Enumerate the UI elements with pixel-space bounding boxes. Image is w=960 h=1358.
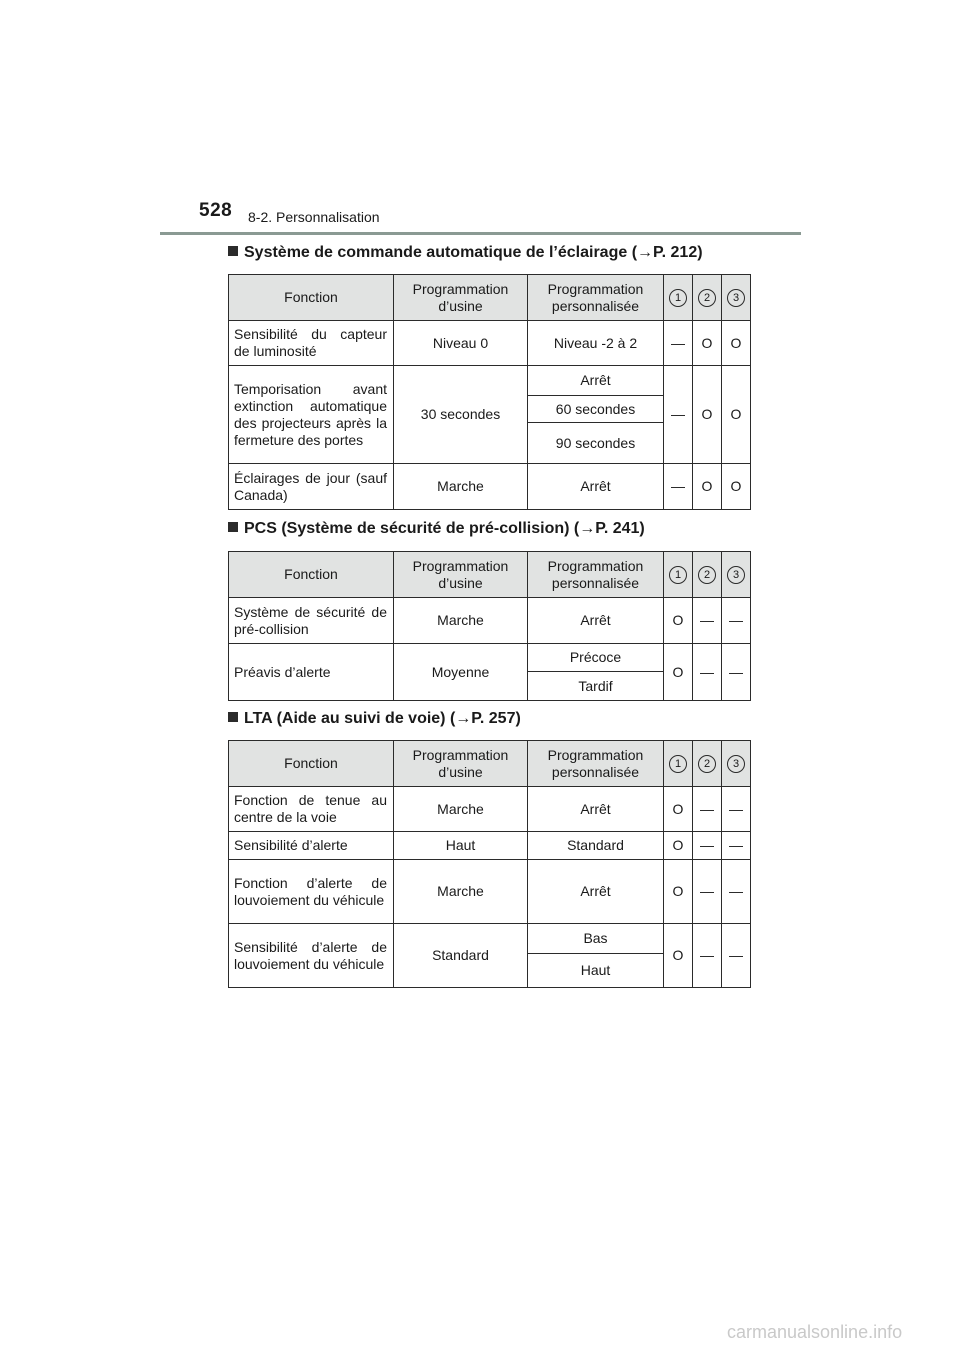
fonction-cell: Sensibilité du capteur de luminosité: [229, 321, 394, 366]
header-custom-setting: Programmation personnalisée: [528, 552, 664, 598]
col3-cell: O: [722, 321, 751, 366]
col2-cell: —: [693, 598, 722, 644]
col1-cell: —: [664, 321, 693, 366]
header-rule: [160, 232, 801, 235]
col2-cell: O: [693, 464, 722, 510]
factory-cell: Niveau 0: [394, 321, 528, 366]
circled-2-icon: 2: [698, 289, 716, 307]
col3-cell: —: [722, 644, 751, 701]
header-fonction: Fonction: [229, 275, 394, 321]
factory-cell: Marche: [394, 598, 528, 644]
circled-2-icon: 2: [698, 755, 716, 773]
lighting-table: [228, 274, 751, 510]
col3-cell: O: [722, 464, 751, 510]
col1-cell: O: [664, 860, 693, 924]
col1-cell: O: [664, 924, 693, 988]
col1-cell: —: [664, 366, 693, 464]
col2-cell: O: [693, 366, 722, 464]
circled-3-icon: 3: [727, 289, 745, 307]
table-row: [229, 464, 751, 510]
factory-cell: Marche: [394, 787, 528, 832]
table-row: [229, 321, 751, 366]
fonction-cell: Sensibilité d’alerte de louvoiement du véhicule: [229, 924, 394, 988]
circled-3-icon: 3: [727, 755, 745, 773]
header-fonction: Fonction: [229, 741, 394, 787]
header-fonction: Fonction: [229, 552, 394, 598]
col2-cell: —: [693, 787, 722, 832]
fonction-cell: Système de sécurité de pré-collision: [229, 598, 394, 644]
col1-cell: O: [664, 832, 693, 860]
header-col-1: [664, 275, 693, 321]
col3-cell: O: [722, 366, 751, 464]
custom-cell: Arrêt: [528, 464, 664, 510]
table-row: [229, 924, 751, 954]
col1-cell: O: [664, 787, 693, 832]
factory-cell: Haut: [394, 832, 528, 860]
factory-cell: Standard: [394, 924, 528, 988]
header-col-1: [664, 552, 693, 598]
custom-cell: Précoce: [528, 644, 664, 672]
custom-cell: Niveau -2 à 2: [528, 321, 664, 366]
custom-cell: Arrêt: [528, 860, 664, 924]
page-number: 528: [199, 200, 233, 221]
custom-cell: Bas: [528, 924, 664, 954]
square-bullet-icon: [228, 522, 238, 532]
factory-cell: Marche: [394, 860, 528, 924]
header-col-3: [722, 741, 751, 787]
lta-table: [228, 740, 751, 988]
section-title-text: Système de commande automatique de l’éclairage (→P. 212): [244, 244, 703, 261]
header-col-3: [722, 275, 751, 321]
table-row: [229, 598, 751, 644]
col1-cell: O: [664, 644, 693, 701]
factory-cell: Moyenne: [394, 644, 528, 701]
custom-cell: Tardif: [528, 672, 664, 701]
custom-cell: Arrêt: [528, 366, 664, 396]
header-col-2: [693, 741, 722, 787]
fonction-cell: Préavis d’alerte: [229, 644, 394, 701]
col2-cell: —: [693, 832, 722, 860]
col2-cell: —: [693, 644, 722, 701]
col1-cell: —: [664, 464, 693, 510]
pcs-table: [228, 551, 751, 701]
custom-cell: 60 secondes: [528, 396, 664, 423]
fonction-cell: Sensibilité d’alerte: [229, 832, 394, 860]
table-row: [229, 832, 751, 860]
header-factory-setting: Programmation d’usine: [394, 741, 528, 787]
col3-cell: —: [722, 860, 751, 924]
col1-cell: O: [664, 598, 693, 644]
custom-cell: Arrêt: [528, 598, 664, 644]
section-title-text: LTA (Aide au suivi de voie) (→P. 257): [244, 710, 521, 727]
header-col-1: [664, 741, 693, 787]
col3-cell: —: [722, 832, 751, 860]
circled-1-icon: 1: [669, 566, 687, 584]
square-bullet-icon: [228, 246, 238, 256]
factory-cell: Marche: [394, 464, 528, 510]
fonction-cell: Fonction d’alerte de louvoiement du véhicule: [229, 860, 394, 924]
section-title-pcs: [228, 520, 645, 538]
header-col-2: [693, 275, 722, 321]
col3-cell: —: [722, 924, 751, 988]
header-col-2: [693, 552, 722, 598]
col3-cell: —: [722, 598, 751, 644]
circled-1-icon: 1: [669, 289, 687, 307]
table-row: [229, 366, 751, 396]
fonction-cell: Éclairages de jour (sauf Canada): [229, 464, 394, 510]
table-row: [229, 787, 751, 832]
custom-cell: Standard: [528, 832, 664, 860]
chapter-title: 8-2. Personnalisation: [248, 209, 380, 225]
header-custom-setting: Programmation personnalisée: [528, 275, 664, 321]
custom-cell: Arrêt: [528, 787, 664, 832]
circled-1-icon: 1: [669, 755, 687, 773]
col2-cell: —: [693, 924, 722, 988]
circled-3-icon: 3: [727, 566, 745, 584]
section-title-lta: [228, 710, 521, 728]
watermark: carmanualsonline.info: [727, 1322, 903, 1342]
fonction-cell: Temporisation avant extinction automatique des projecteurs après la fermeture des portes: [229, 366, 394, 464]
header-factory-setting: Programmation d’usine: [394, 552, 528, 598]
section-title-lighting: [228, 244, 703, 262]
fonction-cell: Fonction de tenue au centre de la voie: [229, 787, 394, 832]
custom-cell: Haut: [528, 954, 664, 988]
col2-cell: O: [693, 321, 722, 366]
table-row: [229, 860, 751, 924]
custom-cell: 90 secondes: [528, 423, 664, 464]
header-factory-setting: Programmation d’usine: [394, 275, 528, 321]
circled-2-icon: 2: [698, 566, 716, 584]
header-col-3: [722, 552, 751, 598]
header-custom-setting: Programmation personnalisée: [528, 741, 664, 787]
col3-cell: —: [722, 787, 751, 832]
table-row: [229, 644, 751, 672]
factory-cell: 30 secondes: [394, 366, 528, 464]
section-title-text: PCS (Système de sécurité de pré-collision) (→P. 241): [244, 520, 645, 537]
square-bullet-icon: [228, 712, 238, 722]
col2-cell: —: [693, 860, 722, 924]
